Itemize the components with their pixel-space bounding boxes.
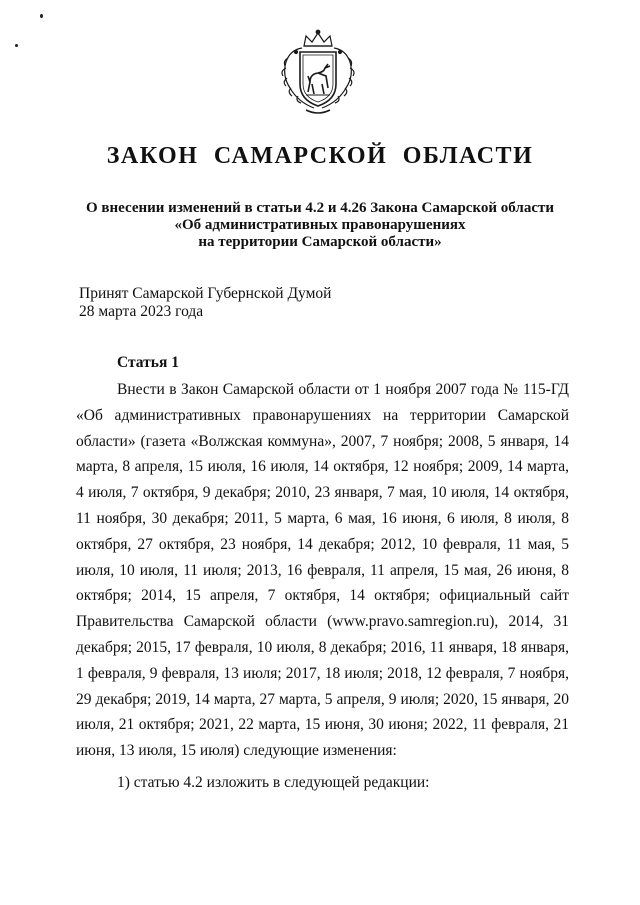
adoption-date: 28 марта 2023 года xyxy=(79,303,204,320)
article-body: Внести в Закон Самарской области от 1 ноября 2007 года № 115-ГД «Об административных правонарушениях на территории Самарской области» (газета «Волжская коммуна», 2007, 7 ноября; 2008, 5 января, 14 марта, 8 апреля, 15 июля, 16 июля, 14 октября, 12 ноября; 2009, 14 марта, 4 июля, 7 октября, 9 декабря; 2010, 23 января, 7 мая, 10 июля, 14 октября, 11 ноября, 30 декабря; 2011, 5 марта, 6 мая, 16 июня, 6 июля, 8 июля, 8 октября, 27 октября, 23 ноября, 14 декабря; 2012, 10 февраля, 11 мая, 5 июля, 10 июля, 11 июля; 2013, 16 февраля, 11 апреля, 15 мая, 26 июня, 8 октября; 2014, 15 апреля, 7 октября, 14 октября; официальный сайт Правительства Самарской области (www.pravo.samregion.ru), 2014, 31 декабря; 2015, 17 февраля, 10 июля, 8 декабря; 2016, 11 января, 18 января, 1 февраля, 9 февраля, 13 июля; 2017, 18 июля; 2018, 12 февраля, 7 ноября, 29 декабря; 2019, 14 марта, 27 марта, 5 апреля, 9 июля; 2020, 15 января, 20 июля, 21 октября; 2021, 22 марта, 15 июня, 30 июня; 2022, 11 февраля, 21 июня, 13 июля, 15 июля) следующие изменения: xyxy=(76,381,569,760)
adoption-body: Принят Самарской Губернской Думой xyxy=(79,285,332,302)
subtitle-line: на территории Самарской области» xyxy=(198,234,442,250)
subtitle-line: О внесении изменений в статьи 4.2 и 4.26 Закона Самарской области xyxy=(86,200,554,216)
adoption-info xyxy=(79,285,331,321)
subtitle-line: «Об административных правонарушениях xyxy=(174,217,466,233)
scan-speck xyxy=(15,44,18,47)
samara-region-coat-of-arms-icon xyxy=(268,28,368,116)
document-title: ЗАКОН САМАРСКОЙ ОБЛАСТИ xyxy=(106,143,534,169)
scan-speck xyxy=(40,14,43,18)
article-item-1: 1) статью 4.2 изложить в следующей редакции: xyxy=(117,774,430,791)
article-heading: Статья 1 xyxy=(117,354,179,371)
document-subtitle xyxy=(60,200,580,251)
